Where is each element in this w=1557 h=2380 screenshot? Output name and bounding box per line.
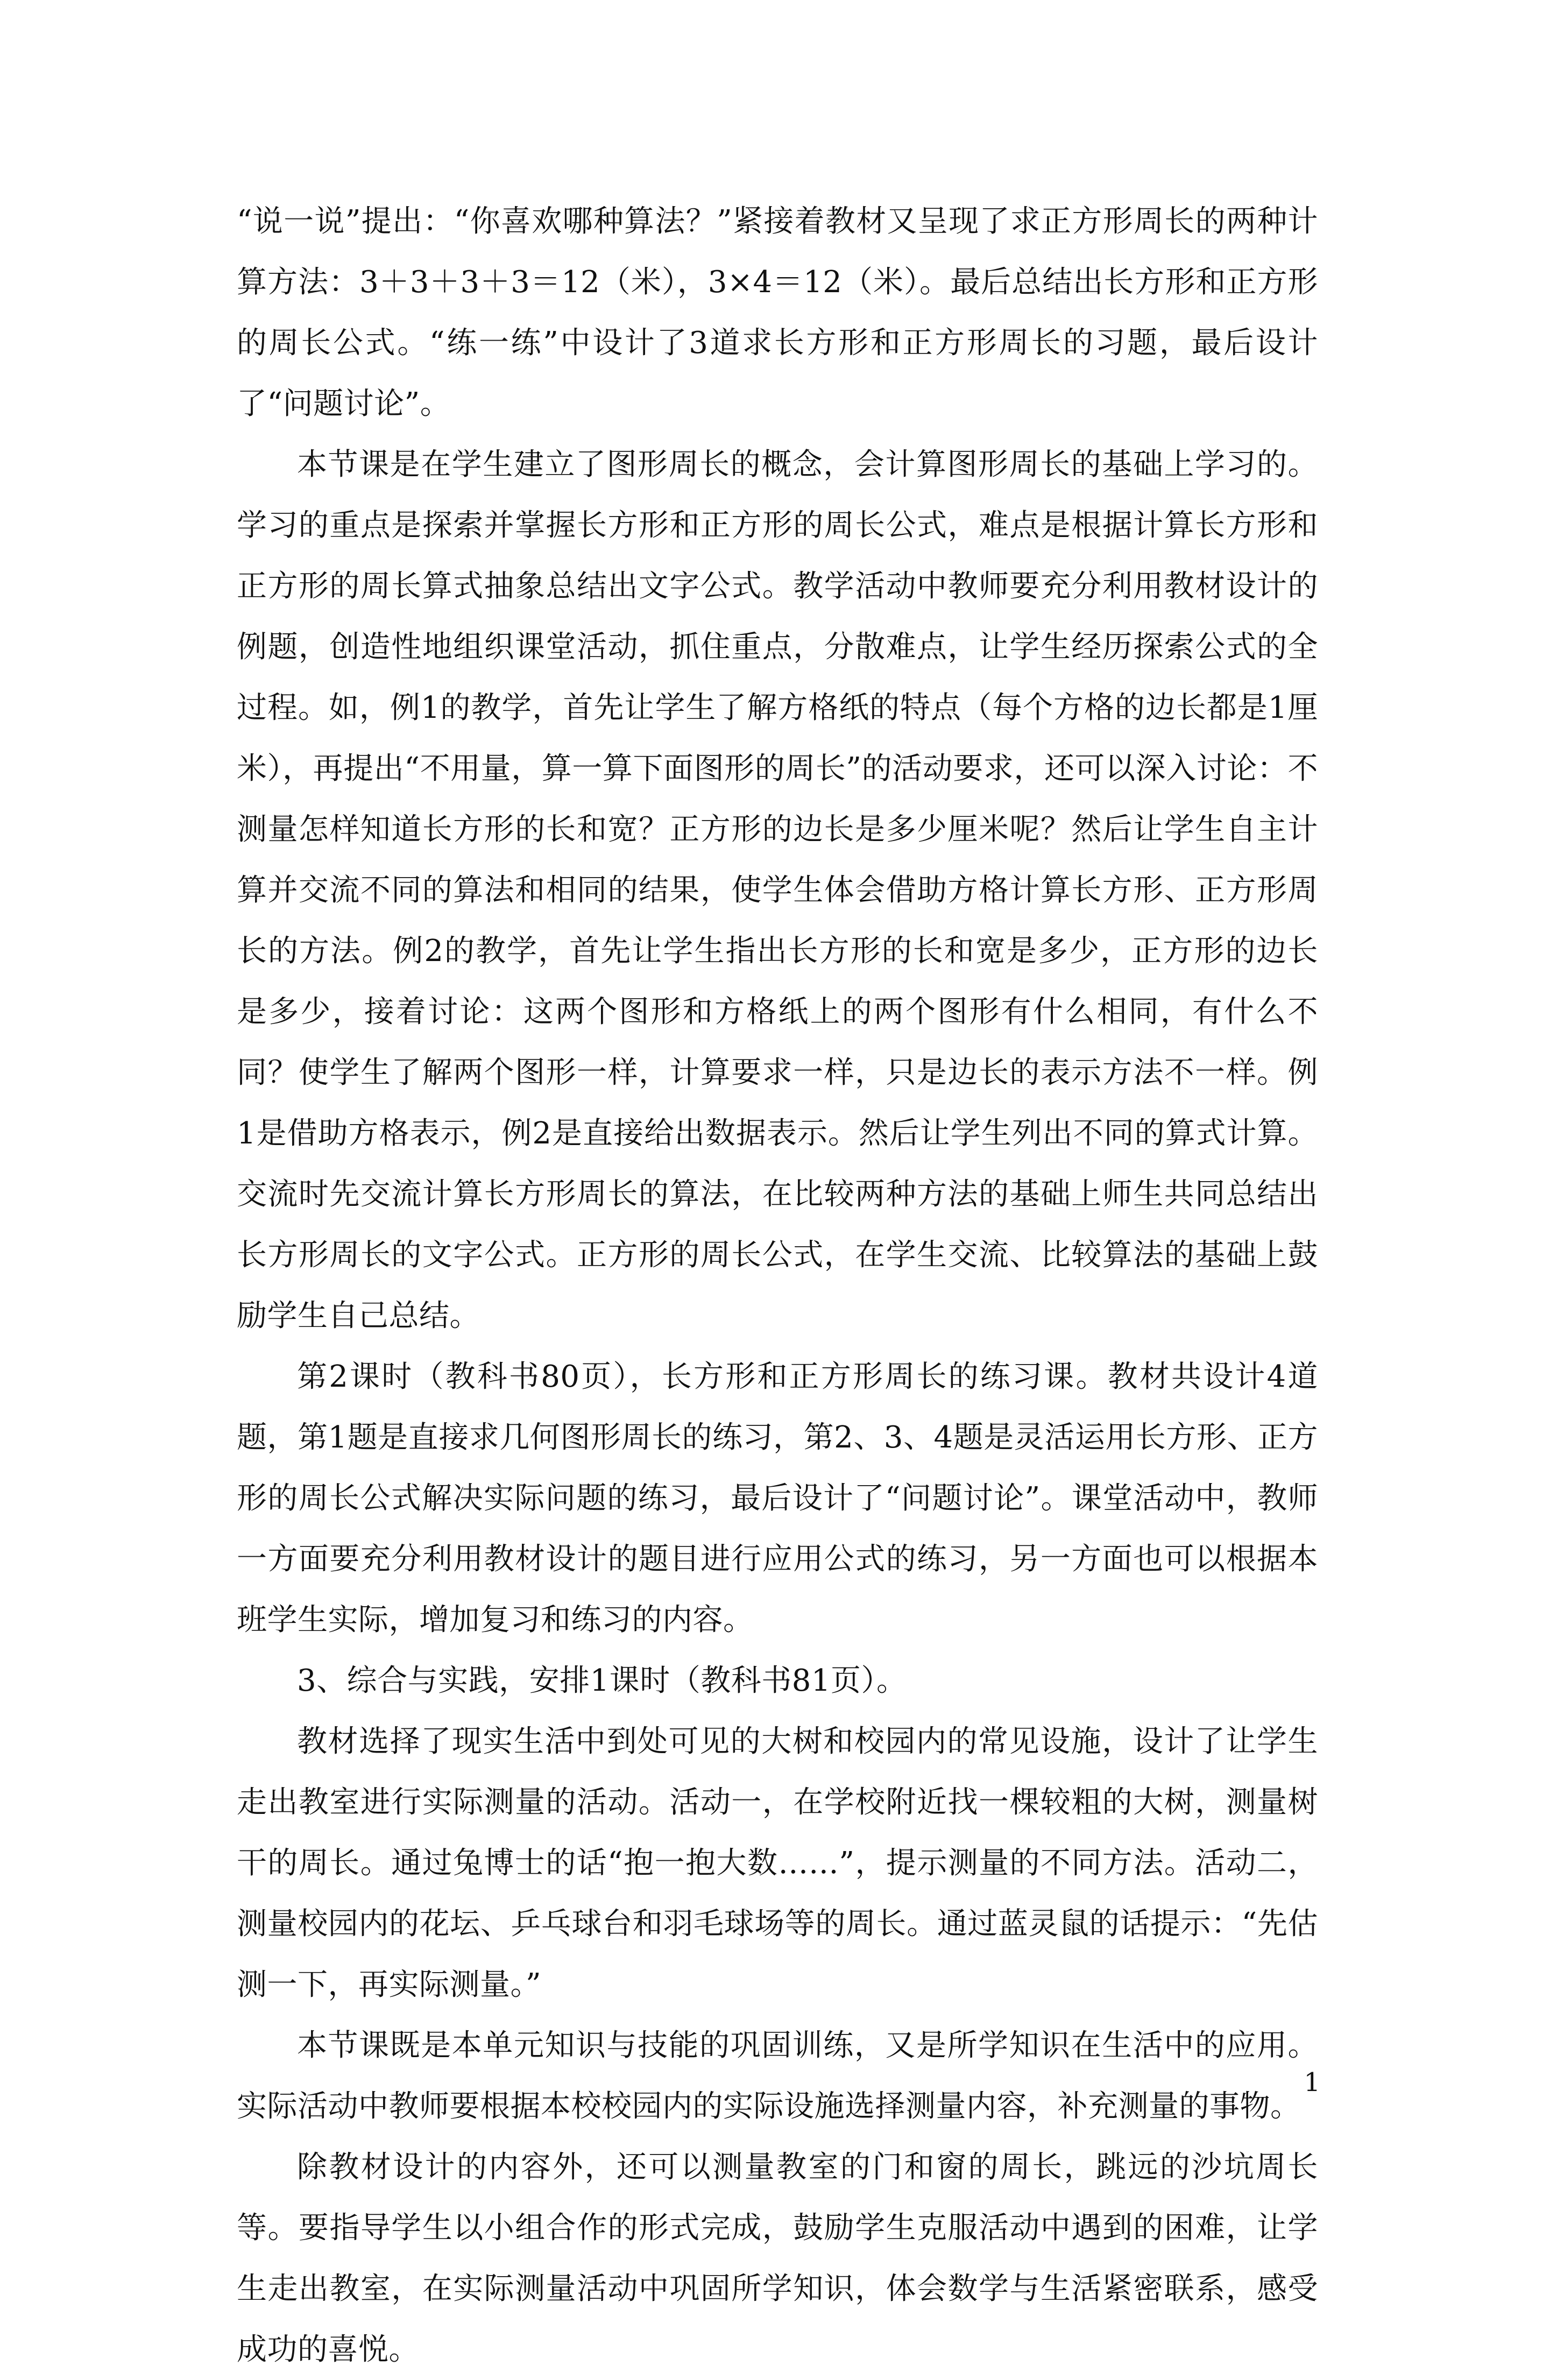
page-number: 1 — [1304, 2067, 1320, 2097]
paragraph: “说一说”提出：“你喜欢哪种算法？”紧接着教材又呈现了求正方形周长的两种计算方法：3＋3＋3＋3＝12（米），3×4＝12（米）。最后总结出长方形和正方形的周长公式。“练一练”中设计了3道求长方形和正方形周长的习题，最后设计了“问题讨论”。 — [237, 204, 1318, 421]
document-body — [237, 191, 1318, 2380]
paragraph: 教材选择了现实生活中到处可见的大树和校园内的常见设施，设计了让学生走出教室进行实际测量的活动。活动一，在学校附近找一棵较粗的大树，测量树干的周长。通过兔博士的话“抱一抱大数……”，提示测量的不同方法。活动二，测量校园内的花坛、乒乓球台和羽毛球场等的周长。通过蓝灵鼠的话提示：“先估测一下，再实际测量。” — [237, 1724, 1318, 2002]
paragraph: 本节课既是本单元知识与技能的巩固训练，又是所学知识在生活中的应用。实际活动中教师要根据本校校园内的实际设施选择测量内容，补充测量的事物。 — [237, 2028, 1318, 2124]
paragraph: 3、综合与实践，安排1课时（教科书81页）。 — [297, 1663, 907, 1698]
paragraph: 本节课是在学生建立了图形周长的概念，会计算图形周长的基础上学习的。学习的重点是探索并掌握长方形和正方形的周长公式，难点是根据计算长方形和正方形的周长算式抽象总结出文字公式。教学活动中教师要充分利用教材设计的例题，创造性地组织课堂活动，抓住重点，分散难点，让学生经历探索公式的全过程。如，例1的教学，首先让学生了解方格纸的特点（每个方格的边长都是1厘米），再提出“不用量，算一算下面图形的周长”的活动要求，还可以深入讨论：不测量怎样知道长方形的长和宽？正方形的边长是多少厘米呢？然后让学生自主计算并交流不同的算法和相同的结果，使学生体会借助方格计算长方形、正方形周长的方法。例2的教学，首先让学生指出长方形的长和宽是多少，正方形的边长是多少，接着讨论：这两个图形和方格纸上的两个图形有什么相同，有什么不同？使学生了解两个图形一样，计算要求一样，只是边长的表示方法不一样。例1是借助方格表示，例2是直接给出数据表示。然后让学生列出不同的算式计算。交流时先交流计算长方形周长的算法，在比较两种方法的基础上师生共同总结出长方形周长的文字公式。正方形的周长公式，在学生交流、比较算法的基础上鼓励学生自己总结。 — [237, 447, 1318, 1333]
paragraph: 除教材设计的内容外，还可以测量教室的门和窗的周长，跳远的沙坑周长等。要指导学生以小组合作的形式完成，鼓励学生克服活动中遇到的困难，让学生走出教室，在实际测量活动中巩固所学知识，体会数学与生活紧密联系，感受成功的喜悦。 — [237, 2150, 1318, 2367]
paragraph: 第2课时（教科书80页），长方形和正方形周长的练习课。教材共设计4道题，第1题是直接求几何图形周长的练习，第2、3、4题是灵活运用长方形、正方形的周长公式解决实际问题的练习，最后设计了“问题讨论”。课堂活动中，教师一方面要充分利用教材设计的题目进行应用公式的练习，另一方面也可以根据本班学生实际，增加复习和练习的内容。 — [237, 1359, 1318, 1637]
